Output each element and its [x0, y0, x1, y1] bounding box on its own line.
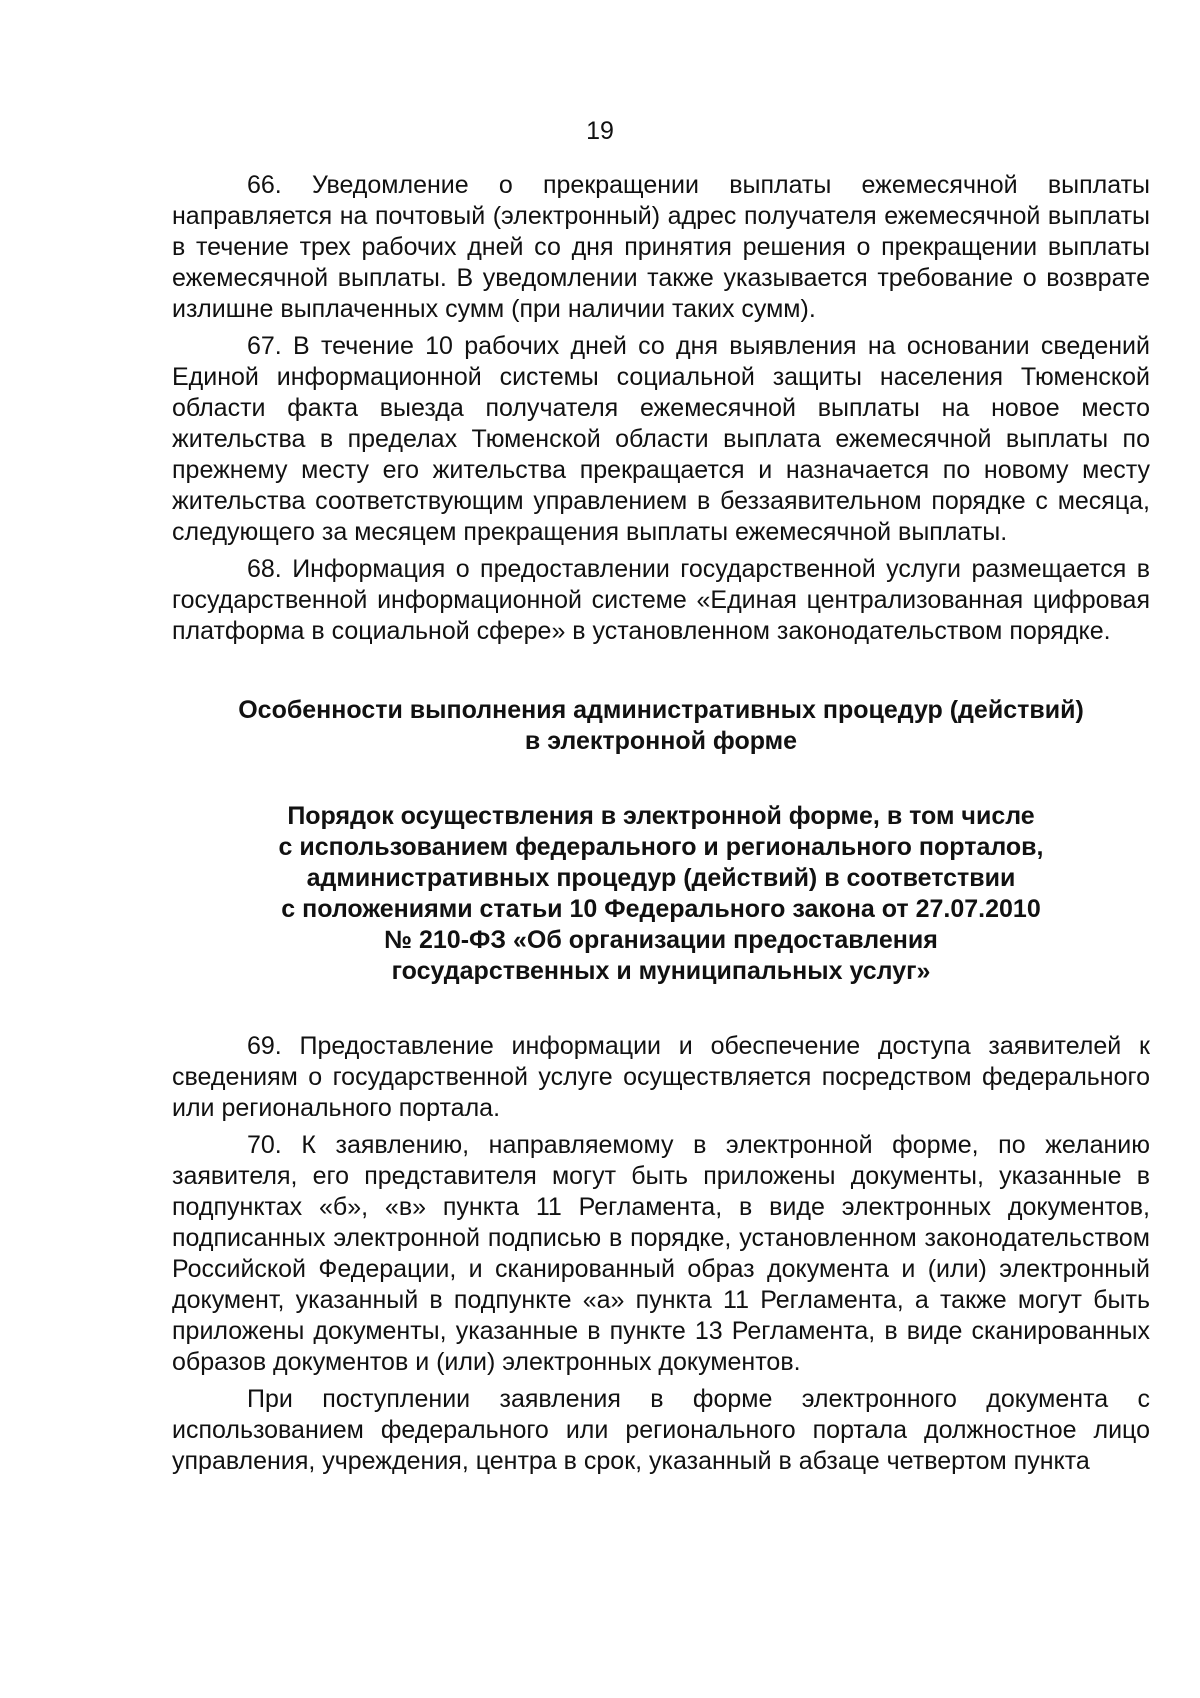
paragraph-continuation: При поступлении заявления в форме электронного документа с использованием федерального или регионального портала должностное лицо управления, учреждения, центра в срок, указанный в абзаце четвертом пункта: [172, 1385, 1150, 1475]
paragraph-69: 69. Предоставление информации и обеспечение доступа заявителей к сведениям о государственной услуге осуществляется посредством федерального или регионального портала.: [172, 1032, 1150, 1122]
subsection-heading-line: государственных и муниципальных услуг»: [391, 957, 931, 985]
section-heading-line: Особенности выполнения административных процедур (действий): [238, 696, 1084, 724]
subsection-heading-line: № 210-ФЗ «Об организации предоставления: [384, 926, 938, 954]
paragraph-66: 66. Уведомление о прекращении выплаты ежемесячной выплаты направляется на почтовый (электронный) адрес получателя ежемесячной выплаты в течение трех рабочих дней со дня принятия решения о прекращении выплаты ежемесячной выплаты. В уведомлении также указывается требование о возврате излишне выплаченных сумм (при наличии таких сумм).: [172, 171, 1150, 323]
subsection-heading-line: с использованием федерального и регионального порталов,: [278, 833, 1044, 861]
subsection-heading-line: с положениями статьи 10 Федерального закона от 27.07.2010: [281, 895, 1041, 923]
paragraph-68: 68. Информация о предоставлении государственной услуги размещается в государственной информационной системе «Единая централизованная цифровая платформа в социальной сфере» в установленном законодательством порядке.: [172, 555, 1150, 645]
subsection-heading-line: административных процедур (действий) в соответствии: [306, 864, 1016, 892]
section-heading: [172, 695, 1150, 757]
paragraph-70: 70. К заявлению, направляемому в электронной форме, по желанию заявителя, его представителя могут быть приложены документы, указанные в подпунктах «б», «в» пункта 11 Регламента, в виде электронных документов, подписанных электронной подписью в порядке, установленном законодательством Российской Федерации, и сканированный образ документа и (или) электронный документ, указанный в подпункте «а» пункта 11 Регламента, а также могут быть приложены документы, указанные в пункте 13 Регламента, в виде сканированных образов документов и (или) электронных документов.: [172, 1131, 1150, 1376]
subsection-heading-line: Порядок осуществления в электронной форме, в том числе: [287, 802, 1035, 830]
subsection-heading: [172, 801, 1150, 987]
page-number: 19: [586, 117, 614, 145]
paragraph-67: 67. В течение 10 рабочих дней со дня выявления на основании сведений Единой информационной системы социальной защиты населения Тюменской области факта выезда получателя ежемесячной выплаты на новое место жительства в пределах Тюменской области выплата ежемесячной выплаты по прежнему месту его жительства прекращается и назначается по новому месту жительства соответствующим управлением в беззаявительном порядке с месяца, следующего за месяцем прекращения выплаты ежемесячной выплаты.: [172, 332, 1150, 546]
section-heading-line: в электронной форме: [524, 727, 798, 755]
document-body: [172, 170, 1150, 1483]
